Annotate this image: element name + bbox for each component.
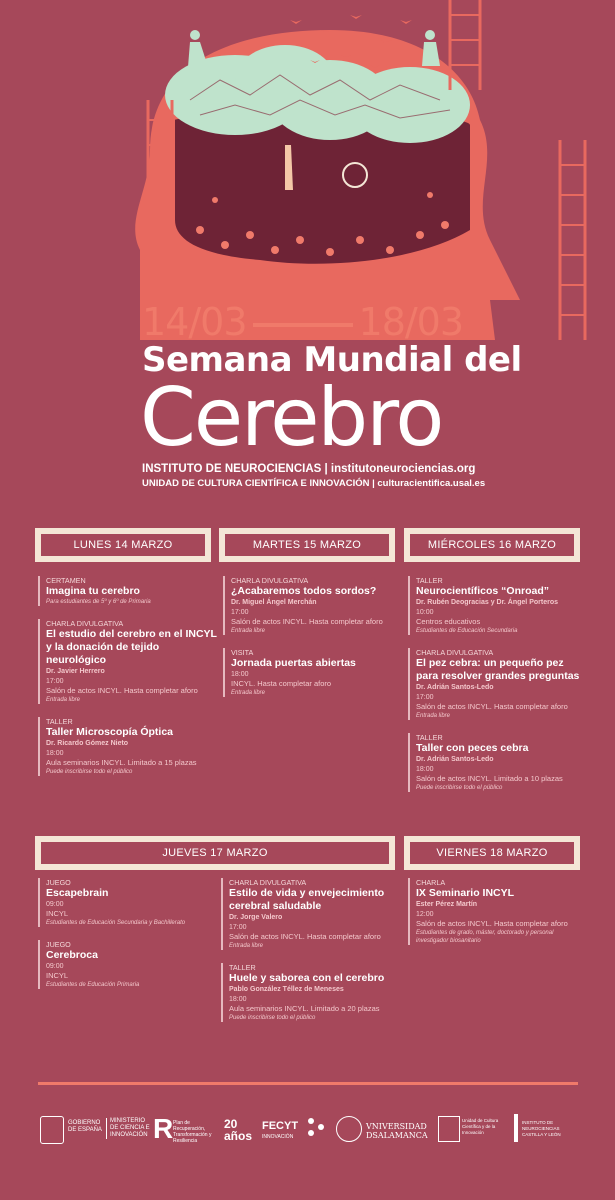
ucc-text: Unidad de Cultura Científica y de la Innovación: [462, 1118, 499, 1135]
event-category: VISITA: [231, 648, 254, 657]
event-time: 18:00: [416, 766, 434, 773]
title-line2: Cerebro: [140, 371, 443, 464]
event-dates: [142, 300, 472, 344]
title-line1: Semana Mundial del: [142, 340, 522, 380]
event-title: Neurocientíficos “Onroad”: [416, 585, 550, 597]
event-category: TALLER: [229, 963, 256, 972]
day-header-thursday: [35, 836, 395, 870]
event-note: Entrada libre: [46, 697, 81, 703]
event-speaker: Dr. Adrián Santos-Ledo: [416, 756, 494, 763]
event-time: 17:00: [231, 609, 249, 616]
day-header-tuesday: [219, 528, 395, 562]
event-time: 18:00: [231, 671, 249, 678]
event-title: Taller con peces cebra: [416, 742, 529, 754]
institute-line: INSTITUTO DE NEUROCIENCIAS | institutoneurociencias.org: [142, 463, 476, 475]
unit-line: UNIDAD DE CULTURA CIENTÍFICA E INNOVACIÓN | culturacientifica.usal.es: [142, 478, 486, 489]
event-location: Aula seminarios INCYL. Limitado a 20 plazas: [229, 1004, 380, 1013]
event-speaker: Dr. Rubén Deogracias y Dr. Ángel Porteros: [416, 599, 558, 606]
event-note: Estudiantes de grado, máster, doctorado y personal investigador biosanitario: [416, 930, 554, 944]
event-location: Salón de actos INCYL. Hasta completar aforo: [46, 686, 198, 695]
day-label: MIÉRCOLES 16 MARZO: [427, 539, 557, 551]
incyl-logo: [514, 1112, 578, 1148]
event-time: 10:00: [416, 609, 434, 616]
crest-icon: [40, 1116, 64, 1144]
event-note: Estudiantes de Educación Secundaria: [416, 628, 518, 634]
usal-logo: [336, 1112, 436, 1148]
day-header-friday: [404, 836, 580, 870]
event-location: INCYL. Hasta completar aforo: [231, 679, 332, 688]
event-item: [408, 733, 583, 792]
footer-divider: [38, 1082, 578, 1085]
gobierno-logo: [40, 1112, 150, 1148]
event-time: 17:00: [416, 694, 434, 701]
event-speaker: Ester Pérez Martín: [416, 901, 478, 908]
monday-column: [38, 576, 218, 789]
event-note: Puede inscribirse todo el público: [46, 769, 133, 775]
event-item: [408, 648, 583, 720]
event-speaker: Dr. Jorge Valero: [229, 914, 283, 921]
event-item: [38, 878, 213, 927]
usal-text: VNIVERSIDAD DSALAMANCA: [366, 1122, 428, 1140]
event-title: Huele y saborea con el cerebro: [229, 972, 385, 984]
day-label: VIERNES 18 MARZO: [436, 847, 548, 859]
ministerio-text: MINISTERIO DE CIENCIA E INNOVACIÓN: [106, 1118, 154, 1139]
event-time: 17:00: [229, 924, 247, 931]
event-speaker: Dr. Ricardo Gómez Nieto: [46, 740, 129, 747]
event-location: Salón de actos INCYL. Hasta completar aforo: [416, 919, 568, 928]
event-note: Estudiantes de Educación Primaria: [46, 982, 140, 988]
event-speaker: Pablo González Téllez de Meneses: [229, 986, 344, 993]
event-speaker: Dr. Miguel Ángel Merchán: [231, 599, 317, 606]
brain-illustration: [0, 0, 615, 340]
event-item: [408, 576, 583, 635]
event-time: 09:00: [46, 963, 64, 970]
date-end: 18/03: [358, 300, 464, 344]
event-location: Salón de actos INCYL. Hasta completar aforo: [229, 932, 381, 941]
event-time: 09:00: [46, 901, 64, 908]
day-label: LUNES 14 MARZO: [73, 539, 173, 551]
fecyt-sub-text: INNOVACIÓN: [262, 1134, 294, 1140]
plan-r-icon: R: [153, 1113, 174, 1144]
event-note: Estudiantes de Educación Secundaria y Bachillerato: [46, 920, 186, 926]
event-category: TALLER: [416, 733, 443, 742]
friday-column: [408, 878, 583, 958]
event-note: Puede inscribirse todo el público: [416, 785, 503, 791]
event-title: El pez cebra: un pequeño pez para resolver grandes preguntas: [416, 657, 580, 682]
thursday-column-1: [38, 878, 213, 1002]
sponsor-logos: [38, 1112, 578, 1152]
event-title: Jornada puertas abiertas: [231, 657, 356, 669]
event-time: 18:00: [46, 750, 64, 757]
years-text: 20 años: [224, 1117, 253, 1143]
day-header-wednesday: [404, 528, 580, 562]
date-start: 14/03: [142, 300, 247, 344]
event-category: CHARLA DIVULGATIVA: [229, 878, 307, 887]
event-title: El estudio del cerebro en el INCYL y la donación de tejido neurológico: [46, 628, 217, 666]
ucc-crest-icon: [438, 1116, 460, 1142]
plan-recuperacion-logo: [153, 1112, 223, 1148]
event-item: [38, 717, 218, 776]
event-time: 18:00: [229, 996, 247, 1003]
day-label: MARTES 15 MARZO: [252, 539, 362, 551]
gobierno-text: GOBIERNO DE ESPAÑA: [68, 1120, 102, 1133]
event-location: Centros educativos: [416, 617, 481, 626]
event-note: Puede inscribirse todo el público: [229, 1015, 316, 1021]
event-time: 12:00: [416, 911, 434, 918]
ucc-logo: [438, 1112, 510, 1148]
event-category: CERTAMEN: [46, 576, 86, 585]
event-category: CHARLA DIVULGATIVA: [231, 576, 309, 585]
twenty-years-logo: [224, 1112, 264, 1148]
event-location: INCYL: [46, 909, 69, 918]
event-category: JUEGO: [46, 940, 71, 949]
day-header-monday: [35, 528, 211, 562]
event-title: Cerebroca: [46, 949, 98, 961]
event-item: [408, 878, 583, 945]
event-title: Taller Microscopía Óptica: [46, 726, 174, 738]
event-location: Salón de actos INCYL. Hasta completar aforo: [231, 617, 383, 626]
event-category: TALLER: [416, 576, 443, 585]
event-category: CHARLA: [416, 878, 446, 887]
event-title: IX Seminario INCYL: [416, 887, 515, 899]
event-location: Salón de actos INCYL. Limitado a 10 plazas: [416, 774, 563, 783]
incyl-bar-icon: [514, 1114, 518, 1142]
event-speaker: Dr. Adrián Santos-Ledo: [416, 684, 494, 691]
event-category: CHARLA DIVULGATIVA: [416, 648, 494, 657]
event-note: Entrada libre: [416, 713, 451, 719]
event-title: Imagina tu cerebro: [46, 585, 140, 597]
event-item: [38, 576, 218, 606]
event-category: TALLER: [46, 717, 73, 726]
event-item: [38, 619, 218, 704]
incyl-text: INSTITUTO DE NEUROCIENCIAS CASTILLA Y LEÓN: [522, 1120, 561, 1137]
event-note: Entrada libre: [231, 628, 266, 634]
event-title: Estilo de vida y envejecimiento cerebral saludable: [229, 887, 385, 912]
fecyt-logo: [262, 1112, 332, 1148]
event-item: [221, 878, 399, 950]
event-location: INCYL: [46, 971, 69, 980]
event-note: Entrada libre: [229, 943, 264, 949]
day-label: JUEVES 17 MARZO: [162, 847, 268, 859]
event-category: JUEGO: [46, 878, 71, 887]
event-item: [38, 940, 213, 989]
usal-seal-icon: [336, 1116, 362, 1142]
tuesday-column: [223, 576, 398, 710]
event-note: Para estudiantes de 5º y 6º de Primaria: [46, 599, 151, 605]
event-title: ¿Acabaremos todos sordos?: [231, 585, 377, 597]
event-category: CHARLA DIVULGATIVA: [46, 619, 124, 628]
wednesday-column: [408, 576, 583, 805]
event-item: [221, 963, 399, 1022]
event-title: Escapebrain: [46, 887, 109, 899]
event-time: 17:00: [46, 678, 64, 685]
fecyt-text: FECYT: [262, 1120, 299, 1132]
event-note: Entrada libre: [231, 690, 266, 696]
molecule-icon: [308, 1118, 326, 1136]
event-item: [223, 576, 398, 635]
event-item: [223, 648, 398, 697]
event-location: Salón de actos INCYL. Hasta completar aforo: [416, 702, 568, 711]
plan-text: Plan de Recuperación, Transformación y Resiliencia: [173, 1120, 212, 1144]
thursday-column-2: [221, 878, 399, 1035]
event-speaker: Dr. Javier Herrero: [46, 668, 105, 675]
date-separator: [253, 323, 353, 327]
event-location: Aula seminarios INCYL. Limitado a 15 plazas: [46, 758, 197, 767]
